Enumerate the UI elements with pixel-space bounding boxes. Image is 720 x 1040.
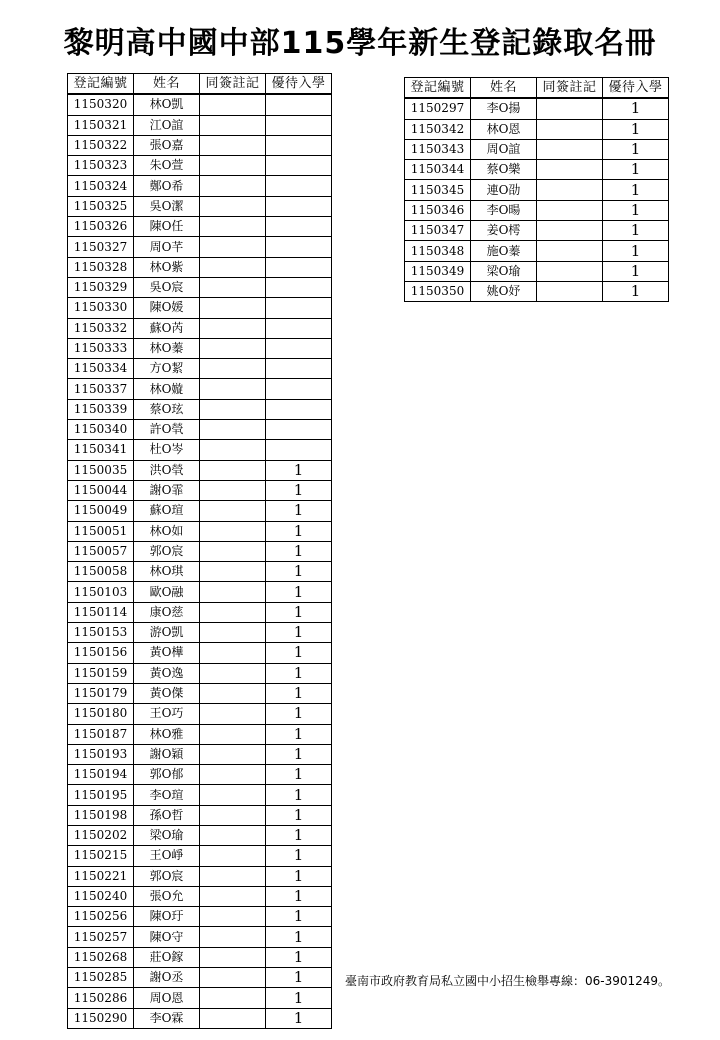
registration-number-cell: 1150035 — [68, 460, 134, 480]
priority-admission-cell: 1 — [266, 825, 332, 845]
table-row — [68, 480, 332, 500]
header-same-sign-note: 同簽註記 — [537, 78, 603, 99]
same-sign-note-cell — [200, 825, 266, 845]
admission-table-right — [404, 77, 669, 302]
table-row — [405, 160, 669, 180]
student-name-cell: 吳O潔 — [134, 196, 200, 216]
same-sign-note-cell — [200, 643, 266, 663]
priority-admission-cell: 1 — [266, 886, 332, 906]
table-row — [68, 94, 332, 115]
table-row — [68, 217, 332, 237]
table-row — [68, 744, 332, 764]
student-name-cell: 林O恩 — [471, 119, 537, 139]
table-row — [405, 241, 669, 261]
header-registration-number: 登記編號 — [68, 74, 134, 95]
priority-admission-cell: 1 — [266, 521, 332, 541]
priority-admission-cell: 1 — [266, 683, 332, 703]
priority-admission-cell: 1 — [266, 643, 332, 663]
registration-number-cell: 1150153 — [68, 623, 134, 643]
priority-admission-cell: 1 — [266, 704, 332, 724]
registration-number-cell: 1150285 — [68, 968, 134, 988]
student-name-cell: 江O誼 — [134, 115, 200, 135]
registration-number-cell: 1150268 — [68, 947, 134, 967]
student-name-cell: 周O芊 — [134, 237, 200, 257]
same-sign-note-cell — [200, 501, 266, 521]
same-sign-note-cell — [200, 846, 266, 866]
same-sign-note-cell — [537, 200, 603, 220]
table-header-row — [405, 78, 669, 99]
priority-admission-cell — [266, 217, 332, 237]
priority-admission-cell — [266, 379, 332, 399]
same-sign-note-cell — [200, 298, 266, 318]
priority-admission-cell — [266, 115, 332, 135]
student-name-cell: 蔡O玹 — [134, 399, 200, 419]
same-sign-note-cell — [200, 135, 266, 155]
registration-number-cell: 1150058 — [68, 562, 134, 582]
registration-number-cell: 1150215 — [68, 846, 134, 866]
same-sign-note-cell — [200, 115, 266, 135]
priority-admission-cell: 1 — [603, 119, 669, 139]
registration-number-cell: 1150195 — [68, 785, 134, 805]
same-sign-note-cell — [200, 338, 266, 358]
student-name-cell: 姚O妤 — [471, 281, 537, 301]
same-sign-note-cell — [200, 1008, 266, 1028]
same-sign-note-cell — [200, 886, 266, 906]
registration-number-cell: 1150179 — [68, 683, 134, 703]
student-name-cell: 施O蓁 — [471, 241, 537, 261]
student-name-cell: 蘇O瑄 — [134, 501, 200, 521]
priority-admission-cell — [266, 156, 332, 176]
student-name-cell: 林O蓁 — [134, 338, 200, 358]
registration-number-cell: 1150328 — [68, 257, 134, 277]
student-name-cell: 林O嫙 — [134, 379, 200, 399]
priority-admission-cell: 1 — [603, 241, 669, 261]
student-name-cell: 陳O玗 — [134, 907, 200, 927]
priority-admission-cell — [266, 257, 332, 277]
student-name-cell: 郭O宸 — [134, 866, 200, 886]
table-row — [405, 119, 669, 139]
registration-number-cell: 1150202 — [68, 825, 134, 845]
registration-number-cell: 1150114 — [68, 602, 134, 622]
table-row — [68, 623, 332, 643]
registration-number-cell: 1150326 — [68, 217, 134, 237]
table-row — [68, 683, 332, 703]
table-row — [68, 399, 332, 419]
table-row — [68, 318, 332, 338]
table-row — [68, 176, 332, 196]
priority-admission-cell: 1 — [266, 907, 332, 927]
same-sign-note-cell — [200, 988, 266, 1008]
same-sign-note-cell — [200, 379, 266, 399]
student-name-cell: 林O如 — [134, 521, 200, 541]
student-name-cell: 康O慈 — [134, 602, 200, 622]
table-row — [68, 359, 332, 379]
registration-number-cell: 1150322 — [68, 135, 134, 155]
registration-number-cell: 1150051 — [68, 521, 134, 541]
table-row — [68, 825, 332, 845]
same-sign-note-cell — [200, 602, 266, 622]
priority-admission-cell: 1 — [603, 180, 669, 200]
student-name-cell: 杜O岑 — [134, 440, 200, 460]
priority-admission-cell: 1 — [266, 724, 332, 744]
same-sign-note-cell — [200, 217, 266, 237]
priority-admission-cell: 1 — [266, 927, 332, 947]
table-row — [68, 907, 332, 927]
same-sign-note-cell — [200, 420, 266, 440]
student-name-cell: 方O絜 — [134, 359, 200, 379]
student-name-cell: 郭O宸 — [134, 541, 200, 561]
student-name-cell: 張O嘉 — [134, 135, 200, 155]
registration-number-cell: 1150324 — [68, 176, 134, 196]
priority-admission-cell — [266, 420, 332, 440]
priority-admission-cell: 1 — [603, 261, 669, 281]
same-sign-note-cell — [200, 866, 266, 886]
student-name-cell: 黃O樺 — [134, 643, 200, 663]
student-name-cell: 謝O霏 — [134, 480, 200, 500]
same-sign-note-cell — [200, 318, 266, 338]
table-row — [68, 724, 332, 744]
same-sign-note-cell — [537, 98, 603, 119]
registration-number-cell: 1150347 — [405, 221, 471, 241]
same-sign-note-cell — [200, 968, 266, 988]
registration-number-cell: 1150342 — [405, 119, 471, 139]
student-name-cell: 郭O郁 — [134, 765, 200, 785]
priority-admission-cell: 1 — [603, 98, 669, 119]
same-sign-note-cell — [200, 359, 266, 379]
priority-admission-cell — [266, 196, 332, 216]
registration-number-cell: 1150180 — [68, 704, 134, 724]
priority-admission-cell — [266, 440, 332, 460]
registration-number-cell: 1150325 — [68, 196, 134, 216]
same-sign-note-cell — [200, 744, 266, 764]
priority-admission-cell — [266, 277, 332, 297]
table-row — [68, 663, 332, 683]
registration-number-cell: 1150327 — [68, 237, 134, 257]
same-sign-note-cell — [200, 521, 266, 541]
priority-admission-cell: 1 — [266, 846, 332, 866]
priority-admission-cell — [266, 176, 332, 196]
table-row — [68, 866, 332, 886]
registration-number-cell: 1150286 — [68, 988, 134, 1008]
student-name-cell: 林O琪 — [134, 562, 200, 582]
priority-admission-cell: 1 — [266, 501, 332, 521]
table-row — [405, 139, 669, 159]
table-row — [68, 602, 332, 622]
priority-admission-cell: 1 — [266, 1008, 332, 1028]
table-row — [68, 927, 332, 947]
same-sign-note-cell — [200, 176, 266, 196]
registration-number-cell: 1150159 — [68, 663, 134, 683]
registration-number-cell: 1150049 — [68, 501, 134, 521]
registration-number-cell: 1150334 — [68, 359, 134, 379]
same-sign-note-cell — [200, 156, 266, 176]
registration-number-cell: 1150321 — [68, 115, 134, 135]
registration-number-cell: 1150330 — [68, 298, 134, 318]
student-name-cell: 歐O融 — [134, 582, 200, 602]
table-row — [68, 440, 332, 460]
report-hotline-note: 臺南市政府教育局私立國中小招生檢舉專線：06-3901249。 — [345, 974, 671, 988]
table-row — [68, 521, 332, 541]
student-name-cell: 王O巧 — [134, 704, 200, 724]
registration-number-cell: 1150187 — [68, 724, 134, 744]
same-sign-note-cell — [200, 947, 266, 967]
registration-number-cell: 1150339 — [68, 399, 134, 419]
table-row — [68, 968, 332, 988]
registration-number-cell: 1150044 — [68, 480, 134, 500]
table-row — [68, 115, 332, 135]
table-row — [405, 221, 669, 241]
student-name-cell: 吳O宸 — [134, 277, 200, 297]
priority-admission-cell: 1 — [603, 139, 669, 159]
table-row — [405, 98, 669, 119]
priority-admission-cell: 1 — [266, 947, 332, 967]
registration-number-cell: 1150320 — [68, 94, 134, 115]
registration-number-cell: 1150350 — [405, 281, 471, 301]
student-name-cell: 李O揚 — [471, 98, 537, 119]
table-body — [68, 94, 332, 1028]
same-sign-note-cell — [537, 241, 603, 261]
table-row — [68, 237, 332, 257]
priority-admission-cell: 1 — [266, 968, 332, 988]
student-name-cell: 蘇O芮 — [134, 318, 200, 338]
registration-number-cell: 1150256 — [68, 907, 134, 927]
student-name-cell: 連O劭 — [471, 180, 537, 200]
table-row — [405, 200, 669, 220]
registration-number-cell: 1150329 — [68, 277, 134, 297]
same-sign-note-cell — [200, 440, 266, 460]
registration-number-cell: 1150103 — [68, 582, 134, 602]
registration-number-cell: 1150343 — [405, 139, 471, 159]
student-name-cell: 李O霖 — [134, 1008, 200, 1028]
same-sign-note-cell — [200, 399, 266, 419]
priority-admission-cell — [266, 399, 332, 419]
student-name-cell: 周O恩 — [134, 988, 200, 1008]
priority-admission-cell: 1 — [266, 866, 332, 886]
same-sign-note-cell — [537, 119, 603, 139]
table-row — [68, 947, 332, 967]
registration-number-cell: 1150345 — [405, 180, 471, 200]
registration-number-cell: 1150156 — [68, 643, 134, 663]
same-sign-note-cell — [200, 237, 266, 257]
registration-number-cell: 1150349 — [405, 261, 471, 281]
same-sign-note-cell — [200, 907, 266, 927]
same-sign-note-cell — [537, 180, 603, 200]
priority-admission-cell — [266, 237, 332, 257]
same-sign-note-cell — [537, 221, 603, 241]
priority-admission-cell: 1 — [266, 663, 332, 683]
student-name-cell: 黃O傑 — [134, 683, 200, 703]
table-row — [68, 1008, 332, 1028]
priority-admission-cell — [266, 359, 332, 379]
priority-admission-cell — [266, 94, 332, 115]
student-name-cell: 莊O鎵 — [134, 947, 200, 967]
same-sign-note-cell — [200, 196, 266, 216]
header-priority-admission: 優待入學 — [266, 74, 332, 95]
table-row — [405, 281, 669, 301]
table-row — [68, 562, 332, 582]
registration-number-cell: 1150340 — [68, 420, 134, 440]
table-row — [68, 460, 332, 480]
header-same-sign-note: 同簽註記 — [200, 74, 266, 95]
priority-admission-cell: 1 — [266, 988, 332, 1008]
table-header-row — [68, 74, 332, 95]
registration-number-cell: 1150348 — [405, 241, 471, 261]
priority-admission-cell: 1 — [266, 541, 332, 561]
header-name: 姓名 — [471, 78, 537, 99]
table-row — [68, 135, 332, 155]
registration-number-cell: 1150290 — [68, 1008, 134, 1028]
student-name-cell: 黃O逸 — [134, 663, 200, 683]
registration-number-cell: 1150333 — [68, 338, 134, 358]
same-sign-note-cell — [200, 257, 266, 277]
registration-number-cell: 1150057 — [68, 541, 134, 561]
same-sign-note-cell — [200, 805, 266, 825]
priority-admission-cell: 1 — [266, 562, 332, 582]
same-sign-note-cell — [537, 261, 603, 281]
same-sign-note-cell — [200, 623, 266, 643]
student-name-cell: 蔡O樂 — [471, 160, 537, 180]
priority-admission-cell: 1 — [603, 160, 669, 180]
priority-admission-cell: 1 — [266, 785, 332, 805]
table-row — [68, 785, 332, 805]
priority-admission-cell: 1 — [266, 460, 332, 480]
same-sign-note-cell — [200, 460, 266, 480]
student-name-cell: 梁O瑜 — [471, 261, 537, 281]
registration-number-cell: 1150344 — [405, 160, 471, 180]
priority-admission-cell: 1 — [266, 805, 332, 825]
same-sign-note-cell — [200, 277, 266, 297]
same-sign-note-cell — [200, 683, 266, 703]
table-body — [405, 98, 669, 301]
same-sign-note-cell — [537, 139, 603, 159]
same-sign-note-cell — [200, 541, 266, 561]
student-name-cell: 林O凱 — [134, 94, 200, 115]
same-sign-note-cell — [200, 724, 266, 744]
table-row — [68, 420, 332, 440]
table-row — [68, 196, 332, 216]
same-sign-note-cell — [200, 94, 266, 115]
table-row — [68, 704, 332, 724]
table-row — [68, 541, 332, 561]
priority-admission-cell — [266, 298, 332, 318]
registration-number-cell: 1150346 — [405, 200, 471, 220]
registration-number-cell: 1150257 — [68, 927, 134, 947]
table-row — [68, 338, 332, 358]
registration-number-cell: 1150323 — [68, 156, 134, 176]
priority-admission-cell — [266, 338, 332, 358]
table-row — [68, 156, 332, 176]
priority-admission-cell — [266, 135, 332, 155]
same-sign-note-cell — [200, 663, 266, 683]
table-row — [68, 501, 332, 521]
priority-admission-cell: 1 — [266, 602, 332, 622]
student-name-cell: 周O誼 — [471, 139, 537, 159]
registration-number-cell: 1150198 — [68, 805, 134, 825]
same-sign-note-cell — [200, 927, 266, 947]
table-row — [68, 886, 332, 906]
table-row — [68, 765, 332, 785]
header-priority-admission: 優待入學 — [603, 78, 669, 99]
page-title: 黎明高中國中部115學年新生登記錄取名冊 — [63, 26, 657, 61]
priority-admission-cell: 1 — [603, 221, 669, 241]
student-name-cell: 陳O守 — [134, 927, 200, 947]
same-sign-note-cell — [200, 582, 266, 602]
student-name-cell: 謝O丞 — [134, 968, 200, 988]
student-name-cell: 陳O任 — [134, 217, 200, 237]
student-name-cell: 姜O樗 — [471, 221, 537, 241]
student-name-cell: 孫O哲 — [134, 805, 200, 825]
table-row — [68, 298, 332, 318]
table-row — [68, 277, 332, 297]
table-row — [68, 643, 332, 663]
table-row — [68, 805, 332, 825]
same-sign-note-cell — [200, 704, 266, 724]
priority-admission-cell: 1 — [603, 281, 669, 301]
priority-admission-cell: 1 — [266, 480, 332, 500]
same-sign-note-cell — [200, 562, 266, 582]
registration-number-cell: 1150297 — [405, 98, 471, 119]
registration-number-cell: 1150193 — [68, 744, 134, 764]
priority-admission-cell: 1 — [266, 623, 332, 643]
registration-number-cell: 1150341 — [68, 440, 134, 460]
table-row — [405, 261, 669, 281]
student-name-cell: 鄭O希 — [134, 176, 200, 196]
priority-admission-cell: 1 — [266, 582, 332, 602]
student-name-cell: 游O凱 — [134, 623, 200, 643]
table-row — [405, 180, 669, 200]
same-sign-note-cell — [200, 765, 266, 785]
same-sign-note-cell — [200, 785, 266, 805]
priority-admission-cell: 1 — [266, 744, 332, 764]
student-name-cell: 李O瑄 — [134, 785, 200, 805]
student-name-cell: 謝O穎 — [134, 744, 200, 764]
table-row — [68, 257, 332, 277]
registration-number-cell: 1150332 — [68, 318, 134, 338]
priority-admission-cell — [266, 318, 332, 338]
table-row — [68, 846, 332, 866]
student-name-cell: 洪O煢 — [134, 460, 200, 480]
student-name-cell: 林O雅 — [134, 724, 200, 744]
registration-number-cell: 1150194 — [68, 765, 134, 785]
registration-number-cell: 1150240 — [68, 886, 134, 906]
same-sign-note-cell — [537, 160, 603, 180]
student-name-cell: 許O煢 — [134, 420, 200, 440]
student-name-cell: 梁O瑜 — [134, 825, 200, 845]
registration-number-cell: 1150221 — [68, 866, 134, 886]
student-name-cell: 李O暘 — [471, 200, 537, 220]
admission-table-left — [67, 73, 332, 1029]
header-registration-number: 登記編號 — [405, 78, 471, 99]
priority-admission-cell: 1 — [266, 765, 332, 785]
table-row — [68, 582, 332, 602]
priority-admission-cell: 1 — [603, 200, 669, 220]
student-name-cell: 林O紫 — [134, 257, 200, 277]
student-name-cell: 陳O媛 — [134, 298, 200, 318]
same-sign-note-cell — [200, 480, 266, 500]
table-row — [68, 379, 332, 399]
student-name-cell: 張O允 — [134, 886, 200, 906]
header-name: 姓名 — [134, 74, 200, 95]
same-sign-note-cell — [537, 281, 603, 301]
student-name-cell: 王O崢 — [134, 846, 200, 866]
registration-number-cell: 1150337 — [68, 379, 134, 399]
table-row — [68, 988, 332, 1008]
student-name-cell: 朱O萱 — [134, 156, 200, 176]
